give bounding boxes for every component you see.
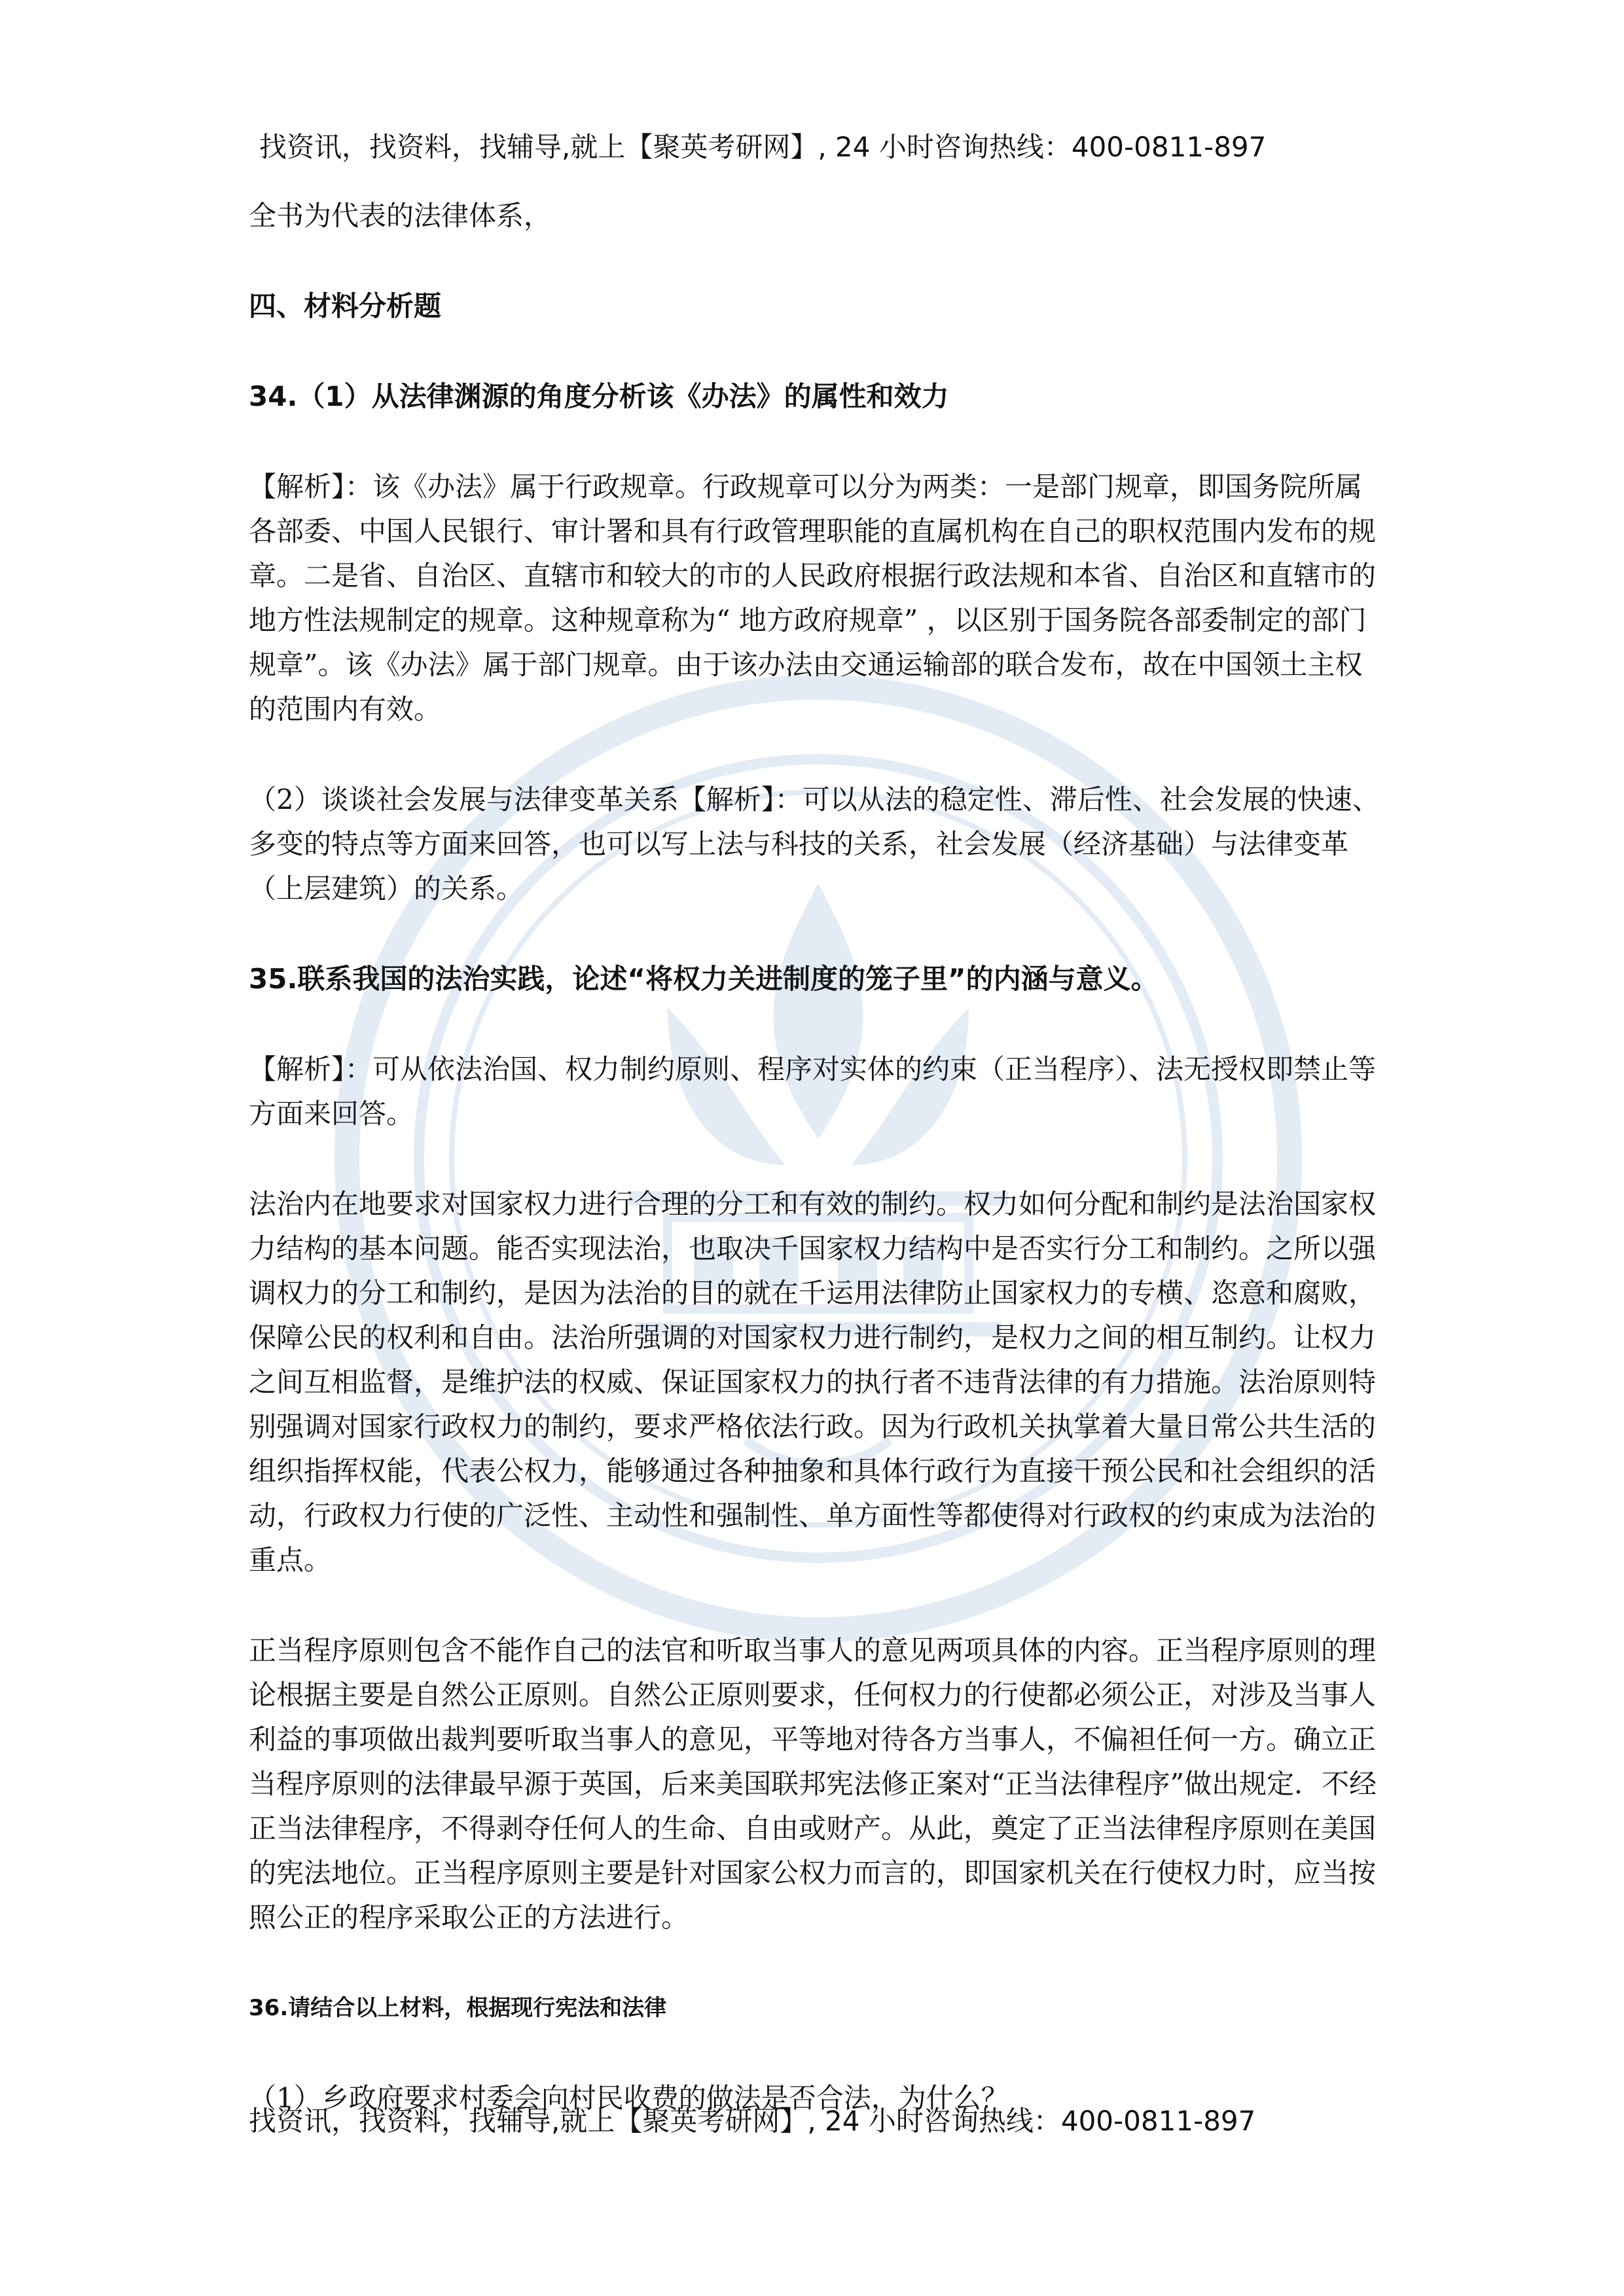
- page-header: 找资讯，找资料，找辅导,就上【聚英考研网】, 24 小时咨询热线：400-0811-897: [259, 131, 1267, 163]
- document-body: [249, 194, 1388, 2121]
- question-34-1-answer: 【解析】：该《办法》属于行政规章。行政规章可以分为两类：一是部门规章，即国务院所属各部委、中国人民银行、审计署和具有行政管理职能的直属机构在自己的职权范围内发布的规章。二是省、自治区、直辖市和较大的市的人民政府根据行政法规和本省、自治区和直辖市的地方性法规制定的规章。这种规章称为“ 地方政府规章” ，以区别于国务院各部委制定的部门规章”。该《办法》属于部门规章。由于该办法由交通运输部的联合发布，故在中国领土主权的范围内有效。: [249, 471, 1377, 725]
- question-36-title: 36.请结合以上材料，根据现行宪法和法律: [249, 1995, 667, 2021]
- question-35-answer: 【解析】：可从依法治国、权力制约原则、程序对实体的约束（正当程序）、法无授权即禁止等方面来回答。: [249, 1053, 1377, 1130]
- question-34-1-title: 34.（1）从法律渊源的角度分析该《办法》的属性和效力: [249, 380, 949, 412]
- question-35-paragraph-2: 正当程序原则包含不能作自己的法官和听取当事人的意见两项具体的内容。正当程序原则的理论根据主要是自然公正原则。自然公正原则要求，任何权力的行使都必须公正，对涉及当事人利益的事项做出裁判要听取当事人的意见，平等地对待各方当事人，不偏袒任何一方。确立正当程序原则的法律最早源于英国，后来美国联邦宪法修正案对“正当法律程序”做出规定．不经正当法律程序，不得剥夺任何人的生命、自由或财产。从此，奠定了正当法律程序原则在美国的宪法地位。正当程序原则主要是针对国家公权力而言的，即国家机关在行使权力时，应当按照公正的程序采取公正的方法进行。: [249, 1634, 1377, 1933]
- question-36-1: （1）乡政府要求村委会向村民收费的做法是否合法，为什么？: [249, 2082, 1009, 2114]
- page-footer: 找资讯，找资料，找辅导,就上【聚英考研网】, 24 小时咨询热线：400-0811-897: [249, 2105, 1256, 2137]
- question-35-paragraph-1: 法治内在地要求对国家权力进行合理的分工和有效的制约。权力如何分配和制约是法治国家权力结构的基本问题。能否实现法治，也取决千国家权力结构中是否实行分工和制约。之所以强调权力的分工和制约，是因为法治的目的就在千运用法律防止国家权力的专横、恣意和腐败，保障公民的权利和自由。法治所强调的对国家权力进行制约，是权力之间的相互制约。让权力之间互相监督，是维护法的权威、保证国家权力的执行者不违背法律的有力措施。法治原则特别强调对国家行政权力的制约，要求严格依法行政。因为行政机关执掌着大量日常公共生活的组织指挥权能，代表公权力，能够通过各种抽象和具体行政行为直接干预公民和社会组织的活动，行政权力行使的广泛性、主动性和强制性、单方面性等都使得对行政权的约束成为法治的重点。: [249, 1188, 1377, 1576]
- continuation-text: 全书为代表的法律体系，: [249, 200, 552, 232]
- section-title: 四、材料分析题: [249, 290, 442, 322]
- question-35-title: 35.联系我国的法治实践，论述“将权力关进制度的笼子里”的内涵与意义。: [249, 963, 1159, 995]
- question-34-2: （2）谈谈社会发展与法律变革关系【解析】：可以从法的稳定性、滞后性、社会发展的快速、多变的特点等方面来回答，也可以写上法与科技的关系，社会发展（经济基础）与法律变革（上层建筑）的关系。: [249, 783, 1380, 905]
